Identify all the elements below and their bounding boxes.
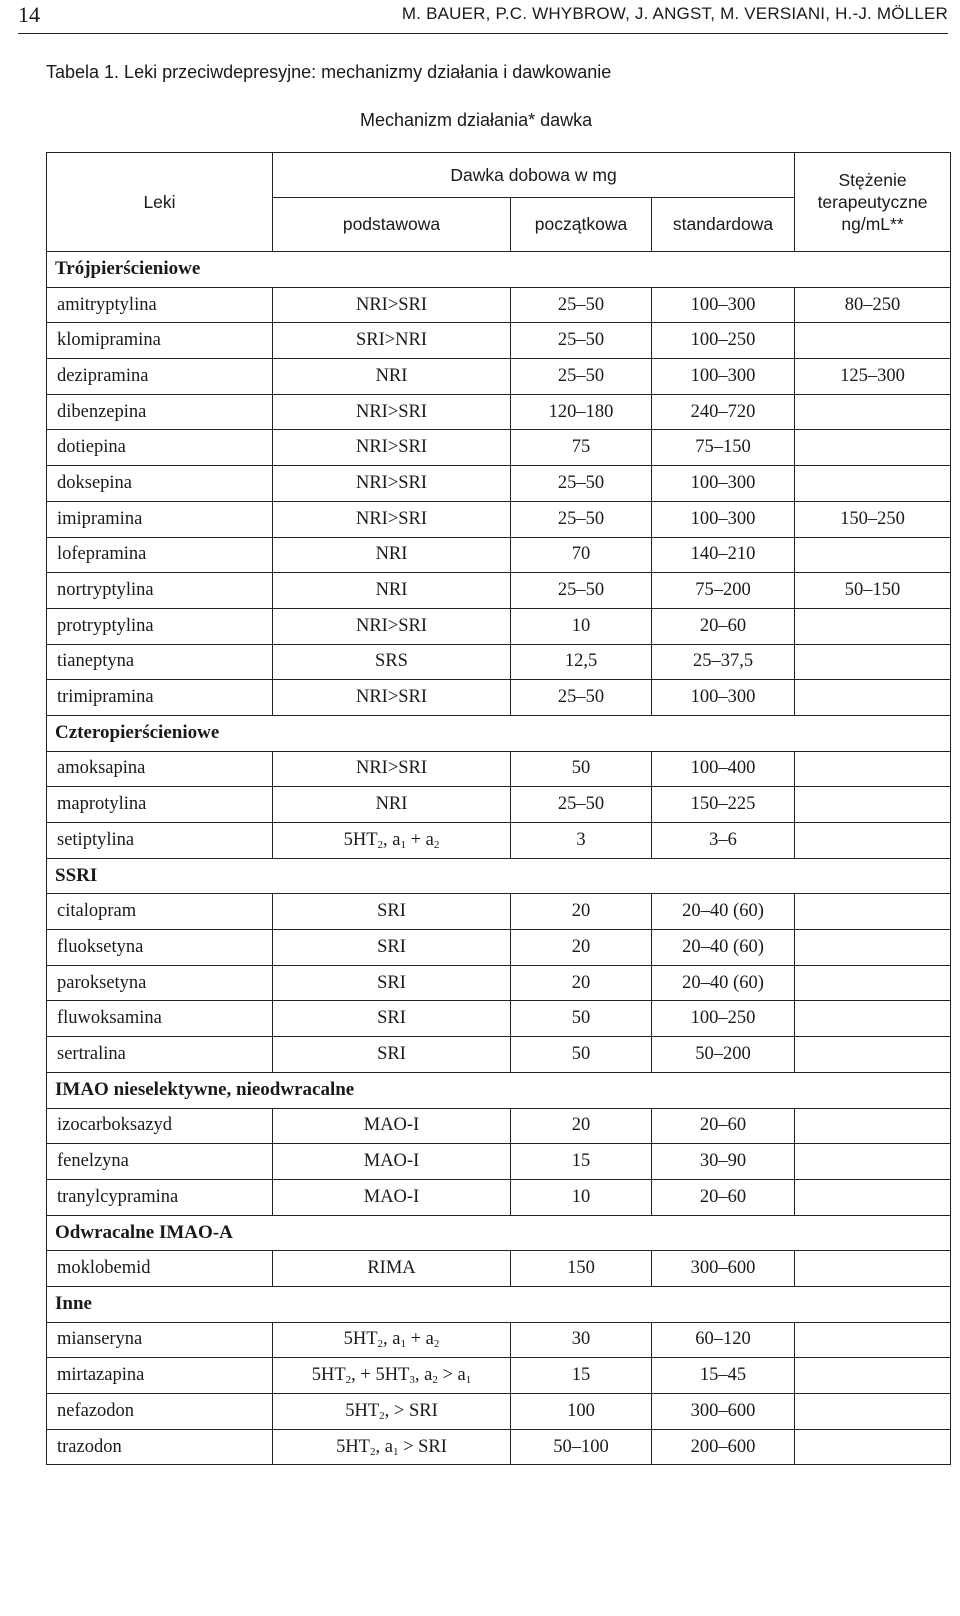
drug-mechanism: MAO-I (273, 1108, 511, 1144)
drug-row (47, 823, 951, 859)
drug-standard-dose: 100–300 (652, 287, 795, 323)
drug-name: trazodon (47, 1429, 273, 1465)
drug-row (47, 787, 951, 823)
drug-name: citalopram (47, 894, 273, 930)
drug-mechanism: NRI>SRI (273, 394, 511, 430)
drug-therapeutic-level (795, 1322, 951, 1358)
drug-mechanism: $5HT_2$, $a_1 + a_2$ (273, 1322, 511, 1358)
drug-row (47, 537, 951, 573)
drug-name: amoksapina (47, 751, 273, 787)
category-row (47, 1215, 951, 1251)
drug-initial-dose: 100 (511, 1394, 652, 1430)
drug-therapeutic-level: 125–300 (795, 359, 951, 395)
drug-therapeutic-level (795, 1251, 951, 1287)
category-label: SSRI (47, 858, 951, 894)
drug-row (47, 1251, 951, 1287)
drug-name: mirtazapina (47, 1358, 273, 1394)
drug-name: fluwoksamina (47, 1001, 273, 1037)
drug-row (47, 1108, 951, 1144)
drug-row (47, 323, 951, 359)
drug-standard-dose: 20–40 (60) (652, 894, 795, 930)
drug-therapeutic-level (795, 680, 951, 716)
drug-row (47, 573, 951, 609)
drug-therapeutic-level: 150–250 (795, 501, 951, 537)
drug-name: lofepramina (47, 537, 273, 573)
header-stezenie-line3: ng/mL** (841, 214, 904, 234)
drug-name: tranylcypramina (47, 1179, 273, 1215)
drug-mechanism: SRI (273, 1001, 511, 1037)
drug-row (47, 501, 951, 537)
drug-mechanism: $5HT_2$, $a_1$ > SRI (273, 1429, 511, 1465)
drug-initial-dose: 10 (511, 1179, 652, 1215)
drug-standard-dose: 240–720 (652, 394, 795, 430)
drug-mechanism: $5HT_2$, + $5HT_3$, $a_2 > a_1$ (273, 1358, 511, 1394)
drug-standard-dose: 140–210 (652, 537, 795, 573)
drug-row (47, 1358, 951, 1394)
category-row (47, 715, 951, 751)
drug-name: setiptylina (47, 823, 273, 859)
drug-initial-dose: 75 (511, 430, 652, 466)
drug-row (47, 1179, 951, 1215)
drug-name: dotiepina (47, 430, 273, 466)
drug-row (47, 1001, 951, 1037)
header-standardowa: standardowa (652, 198, 795, 252)
drug-therapeutic-level (795, 1358, 951, 1394)
drug-row (47, 430, 951, 466)
drug-initial-dose: 50 (511, 1001, 652, 1037)
drug-therapeutic-level (795, 466, 951, 502)
drug-standard-dose: 300–600 (652, 1394, 795, 1430)
drug-therapeutic-level (795, 1037, 951, 1073)
drug-therapeutic-level (795, 751, 951, 787)
drug-standard-dose: 20–60 (652, 608, 795, 644)
drug-row (47, 1037, 951, 1073)
category-row (47, 1072, 951, 1108)
drug-mechanism: $5HT_2$, > SRI (273, 1394, 511, 1430)
drug-therapeutic-level (795, 1179, 951, 1215)
drug-initial-dose: 25–50 (511, 573, 652, 609)
table-subtitle: Mechanizm działania* dawka (360, 110, 593, 130)
drug-row (47, 1144, 951, 1180)
drug-standard-dose: 100–250 (652, 323, 795, 359)
drug-row (47, 1394, 951, 1430)
drug-therapeutic-level: 80–250 (795, 287, 951, 323)
drug-row (47, 1429, 951, 1465)
drug-standard-dose: 100–250 (652, 1001, 795, 1037)
drug-standard-dose: 150–225 (652, 787, 795, 823)
drug-initial-dose: 20 (511, 965, 652, 1001)
drug-therapeutic-level (795, 1429, 951, 1465)
drug-therapeutic-level (795, 965, 951, 1001)
table-header (47, 153, 951, 252)
drug-name: fenelzyna (47, 1144, 273, 1180)
drug-standard-dose: 20–60 (652, 1179, 795, 1215)
drug-initial-dose: 120–180 (511, 394, 652, 430)
antidepressant-table (46, 152, 951, 1465)
table-body (47, 252, 951, 1465)
drug-mechanism: NRI>SRI (273, 430, 511, 466)
category-label: Odwracalne IMAO-A (47, 1215, 951, 1251)
drug-therapeutic-level (795, 537, 951, 573)
drug-initial-dose: 50 (511, 751, 652, 787)
drug-mechanism: MAO-I (273, 1179, 511, 1215)
drug-initial-dose: 20 (511, 894, 652, 930)
category-label: Czteropierścieniowe (47, 715, 951, 751)
drug-name: dibenzepina (47, 394, 273, 430)
drug-mechanism: NRI (273, 573, 511, 609)
drug-standard-dose: 100–400 (652, 751, 795, 787)
drug-standard-dose: 100–300 (652, 680, 795, 716)
category-label: Inne (47, 1286, 951, 1322)
drug-standard-dose: 15–45 (652, 1358, 795, 1394)
drug-therapeutic-level (795, 1144, 951, 1180)
drug-mechanism: NRI>SRI (273, 751, 511, 787)
header-poczatkowa: początkowa (511, 198, 652, 252)
drug-standard-dose: 20–40 (60) (652, 930, 795, 966)
drug-initial-dose: 25–50 (511, 287, 652, 323)
drug-row (47, 644, 951, 680)
drug-standard-dose: 20–40 (60) (652, 965, 795, 1001)
drug-name: doksepina (47, 466, 273, 502)
table-title: Tabela 1. Leki przeciwdepresyjne: mechanizmy działania i dawkowanie (46, 62, 612, 82)
drug-initial-dose: 25–50 (511, 466, 652, 502)
drug-mechanism: SRI (273, 965, 511, 1001)
drug-row (47, 680, 951, 716)
drug-name: mianseryna (47, 1322, 273, 1358)
running-head-authors: M. BAUER, P.C. WHYBROW, J. ANGST, M. VERSIANI, H.-J. MÖLLER (401, 4, 948, 23)
drug-mechanism: SRI (273, 930, 511, 966)
category-row (47, 1286, 951, 1322)
drug-standard-dose: 20–60 (652, 1108, 795, 1144)
drug-initial-dose: 20 (511, 930, 652, 966)
drug-row (47, 1322, 951, 1358)
drug-name: trimipramina (47, 680, 273, 716)
drug-therapeutic-level (795, 608, 951, 644)
drug-name: protryptylina (47, 608, 273, 644)
drug-name: nefazodon (47, 1394, 273, 1430)
drug-standard-dose: 25–37,5 (652, 644, 795, 680)
category-row (47, 858, 951, 894)
drug-name: fluoksetyna (47, 930, 273, 966)
drug-initial-dose: 70 (511, 537, 652, 573)
drug-mechanism: NRI>SRI (273, 608, 511, 644)
drug-mechanism: NRI>SRI (273, 466, 511, 502)
drug-row (47, 466, 951, 502)
drug-initial-dose: 20 (511, 1108, 652, 1144)
drug-standard-dose: 300–600 (652, 1251, 795, 1287)
drug-standard-dose: 100–300 (652, 466, 795, 502)
drug-name: dezipramina (47, 359, 273, 395)
drug-therapeutic-level (795, 823, 951, 859)
header-stezenie (795, 153, 951, 252)
drug-name: imipramina (47, 501, 273, 537)
header-stezenie-line1: Stężenie (838, 170, 907, 190)
drug-row (47, 608, 951, 644)
drug-therapeutic-level (795, 644, 951, 680)
drug-initial-dose: 25–50 (511, 323, 652, 359)
drug-row (47, 894, 951, 930)
drug-name: tianeptyna (47, 644, 273, 680)
drug-name: klomipramina (47, 323, 273, 359)
drug-standard-dose: 30–90 (652, 1144, 795, 1180)
drug-standard-dose: 100–300 (652, 359, 795, 395)
drug-name: moklobemid (47, 1251, 273, 1287)
drug-mechanism: NRI>SRI (273, 501, 511, 537)
drug-initial-dose: 25–50 (511, 359, 652, 395)
running-header (18, 0, 948, 34)
category-label: Trójpierścieniowe (47, 252, 951, 288)
drug-row (47, 359, 951, 395)
drug-therapeutic-level (795, 430, 951, 466)
drug-mechanism: NRI (273, 537, 511, 573)
drug-mechanism: NRI (273, 787, 511, 823)
drug-mechanism: MAO-I (273, 1144, 511, 1180)
page-number: 14 (18, 2, 40, 27)
header-leki: Leki (47, 153, 273, 252)
drug-row (47, 965, 951, 1001)
drug-therapeutic-level (795, 1001, 951, 1037)
drug-row (47, 394, 951, 430)
drug-name: nortryptylina (47, 573, 273, 609)
drug-mechanism: NRI (273, 359, 511, 395)
drug-name: amitryptylina (47, 287, 273, 323)
drug-initial-dose: 10 (511, 608, 652, 644)
drug-mechanism: NRI>SRI (273, 287, 511, 323)
drug-therapeutic-level: 50–150 (795, 573, 951, 609)
drug-name: sertralina (47, 1037, 273, 1073)
drug-initial-dose: 25–50 (511, 680, 652, 716)
drug-standard-dose: 60–120 (652, 1322, 795, 1358)
drug-mechanism: NRI>SRI (273, 680, 511, 716)
drug-therapeutic-level (795, 787, 951, 823)
drug-initial-dose: 30 (511, 1322, 652, 1358)
drug-therapeutic-level (795, 930, 951, 966)
drug-therapeutic-level (795, 1394, 951, 1430)
drug-initial-dose: 12,5 (511, 644, 652, 680)
drug-name: maprotylina (47, 787, 273, 823)
drug-standard-dose: 50–200 (652, 1037, 795, 1073)
drug-initial-dose: 15 (511, 1144, 652, 1180)
drug-initial-dose: 25–50 (511, 501, 652, 537)
category-row (47, 252, 951, 288)
drug-initial-dose: 50 (511, 1037, 652, 1073)
drug-mechanism: $5HT_2$, $a_1 + a_2$ (273, 823, 511, 859)
header-dawka-dobowa: Dawka dobowa w mg (273, 153, 795, 198)
drug-initial-dose: 25–50 (511, 787, 652, 823)
drug-standard-dose: 200–600 (652, 1429, 795, 1465)
drug-mechanism: SRI (273, 894, 511, 930)
drug-mechanism: SRS (273, 644, 511, 680)
header-podstawowa: podstawowa (273, 198, 511, 252)
drug-therapeutic-level (795, 894, 951, 930)
drug-standard-dose: 100–300 (652, 501, 795, 537)
drug-initial-dose: 3 (511, 823, 652, 859)
drug-initial-dose: 15 (511, 1358, 652, 1394)
drug-mechanism: SRI>NRI (273, 323, 511, 359)
drug-name: paroksetyna (47, 965, 273, 1001)
drug-row (47, 751, 951, 787)
drug-mechanism: SRI (273, 1037, 511, 1073)
drug-name: izocarboksazyd (47, 1108, 273, 1144)
drug-row (47, 287, 951, 323)
drug-standard-dose: 3–6 (652, 823, 795, 859)
drug-therapeutic-level (795, 323, 951, 359)
header-stezenie-line2: terapeutyczne (817, 192, 928, 212)
drug-standard-dose: 75–150 (652, 430, 795, 466)
drug-therapeutic-level (795, 394, 951, 430)
drug-mechanism: RIMA (273, 1251, 511, 1287)
category-label: IMAO nieselektywne, nieodwracalne (47, 1072, 951, 1108)
drug-standard-dose: 75–200 (652, 573, 795, 609)
drug-initial-dose: 150 (511, 1251, 652, 1287)
drug-therapeutic-level (795, 1108, 951, 1144)
drug-row (47, 930, 951, 966)
drug-initial-dose: 50–100 (511, 1429, 652, 1465)
